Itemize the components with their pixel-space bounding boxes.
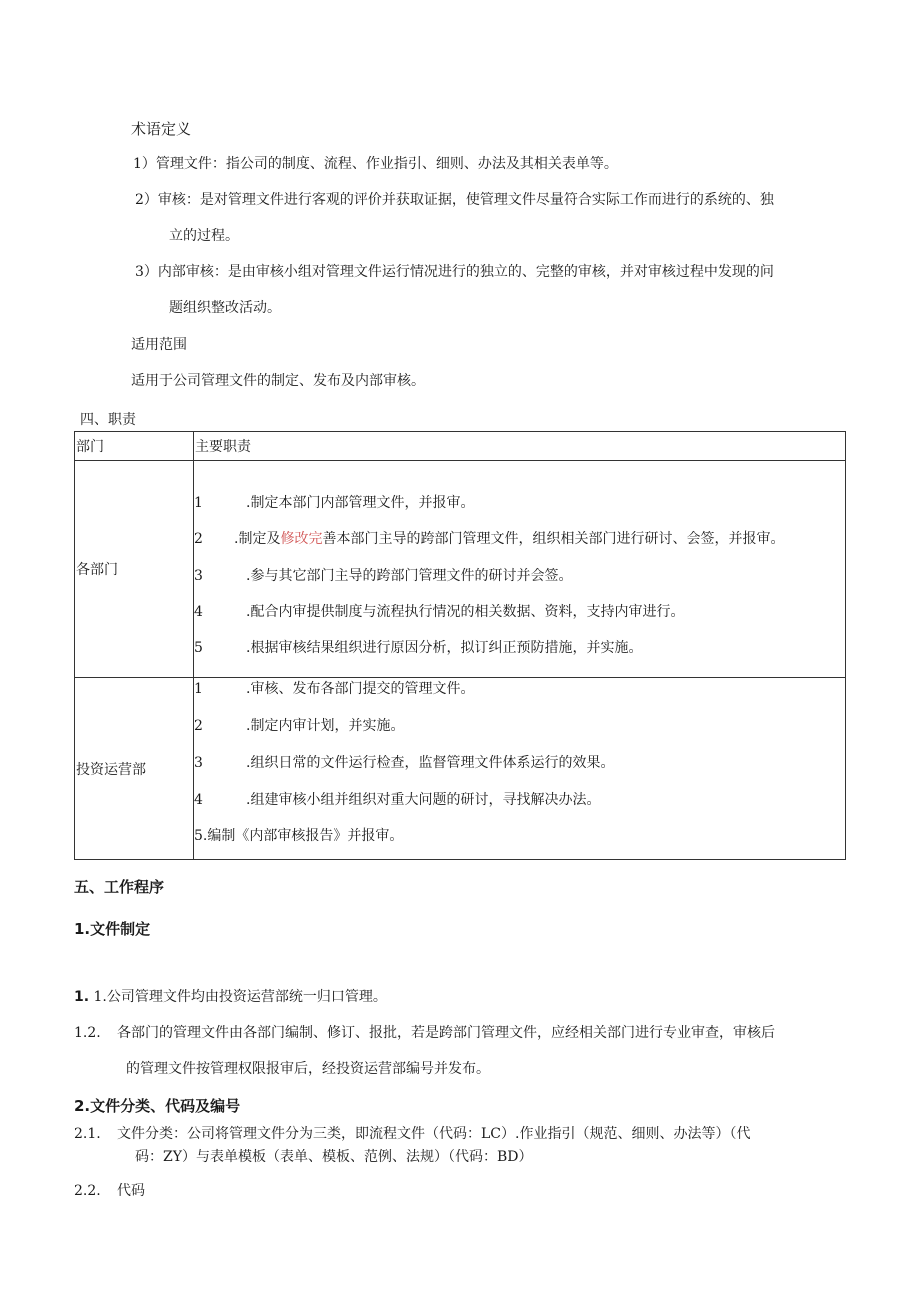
term-item-2: 2）审核：是对管理文件进行客观的评价并获取证据，使管理文件尽量符合实际工作而进行的系统的、独 (135, 192, 774, 208)
para-2-1: 文件分类：公司将管理文件分为三类，即流程文件（代码：LC）.作业指引（规范、细则、办法等）（代 (117, 1126, 751, 1142)
para-2-1-num: 2.1. (74, 1126, 101, 1142)
duty-text: .制定本部门内部管理文件，并报审。 (246, 495, 475, 511)
term-item-3-cont: 题组织整改活动。 (169, 300, 281, 316)
responsibilities-heading: 四、职责 (80, 412, 136, 428)
duty-item (194, 639, 642, 657)
duty-num: 1 (194, 681, 203, 697)
para-2-2-num: 2.2. (74, 1183, 101, 1199)
duty-item (194, 494, 474, 512)
duties-cell (194, 461, 846, 678)
duty-item (194, 791, 600, 809)
para-2-2: 代码 (117, 1183, 145, 1199)
term-item-3: 3）内部审核：是由审核小组对管理文件运行情况进行的独立的、完整的审核，并对审核过程中发现的问 (135, 264, 774, 280)
para-1-2-num: 1.2. (74, 1025, 101, 1041)
col-header-dept: 部门 (75, 432, 194, 461)
table-row (75, 678, 846, 860)
duty-text: .组建审核小组并组织对重大问题的研讨，寻找解决办法。 (246, 792, 601, 808)
duty-item (194, 603, 684, 621)
duty-text: .制定内审计划，并实施。 (246, 718, 405, 734)
table-row (75, 461, 846, 678)
duty-item (194, 567, 572, 585)
duty-item (194, 680, 474, 698)
duty-num: 3 (194, 568, 203, 584)
section-1-title: 1.文件制定 (74, 920, 151, 938)
scope-heading: 适用范围 (131, 337, 187, 353)
duties-cell (194, 678, 846, 860)
duty-text: .参与其它部门主导的跨部门管理文件的研讨并会签。 (246, 568, 573, 584)
duty-text: .根据审核结果组织进行原因分析，拟订纠正预防措施，并实施。 (246, 640, 643, 656)
duty-num: 5 (194, 640, 203, 656)
table-header-row (75, 432, 846, 461)
responsibilities-table (74, 431, 846, 860)
section-2-title: 2.文件分类、代码及编号 (74, 1097, 241, 1115)
duty-text: 5.编制《内部审核报告》并报审。 (194, 828, 404, 844)
para-1-2: 各部门的管理文件由各部门编制、修订、报批，若是跨部门管理文件，应经相关部门进行专业审查，审核后 (117, 1025, 775, 1041)
duty-item (194, 530, 784, 548)
para-num: 1. (74, 989, 90, 1005)
para-text: 1.公司管理文件均由投资运营部统一归口管理。 (89, 989, 387, 1005)
duty-text: .配合内审提供制度与流程执行情况的相关数据、资料，支持内审进行。 (246, 604, 685, 620)
para-1-1 (74, 988, 387, 1006)
tracked-change-mark: 修改完 (280, 531, 323, 547)
duty-num: 4 (194, 604, 203, 620)
col-header-duty: 主要职责 (194, 432, 846, 461)
duty-item (194, 827, 403, 845)
duty-item (194, 754, 614, 772)
dept-cell: 各部门 (75, 461, 194, 678)
scope-text: 适用于公司管理文件的制定、发布及内部审核。 (131, 373, 425, 389)
terms-heading: 术语定义 (131, 120, 192, 138)
para-2-1-cont: 码：ZY）与表单模板（表单、模板、范例、法规）（代码：BD） (135, 1149, 533, 1165)
procedure-heading: 五、工作程序 (74, 878, 165, 896)
duty-text-post: 善本部门主导的跨部门管理文件，组织相关部门进行研讨、会签，并报审。 (322, 531, 785, 547)
duty-num: 1 (194, 495, 203, 511)
duty-num: 2 (194, 718, 203, 734)
duty-num: 4 (194, 792, 203, 808)
term-item-1: 1）管理文件：指公司的制度、流程、作业指引、细则、办法及其相关表单等。 (133, 156, 618, 172)
duty-item (194, 717, 404, 735)
term-item-2-cont: 立的过程。 (169, 228, 239, 244)
duty-text: .审核、发布各部门提交的管理文件。 (246, 681, 475, 697)
para-1-2-cont: 的管理文件按管理权限报审后，经投资运营部编号并发布。 (126, 1061, 490, 1077)
duty-num: 2 (194, 531, 203, 547)
dept-cell: 投资运营部 (75, 678, 194, 860)
duty-num: 3 (194, 755, 203, 771)
duty-text-pre: .制定及 (234, 531, 281, 547)
duty-text: .组织日常的文件运行检查，监督管理文件体系运行的效果。 (246, 755, 615, 771)
